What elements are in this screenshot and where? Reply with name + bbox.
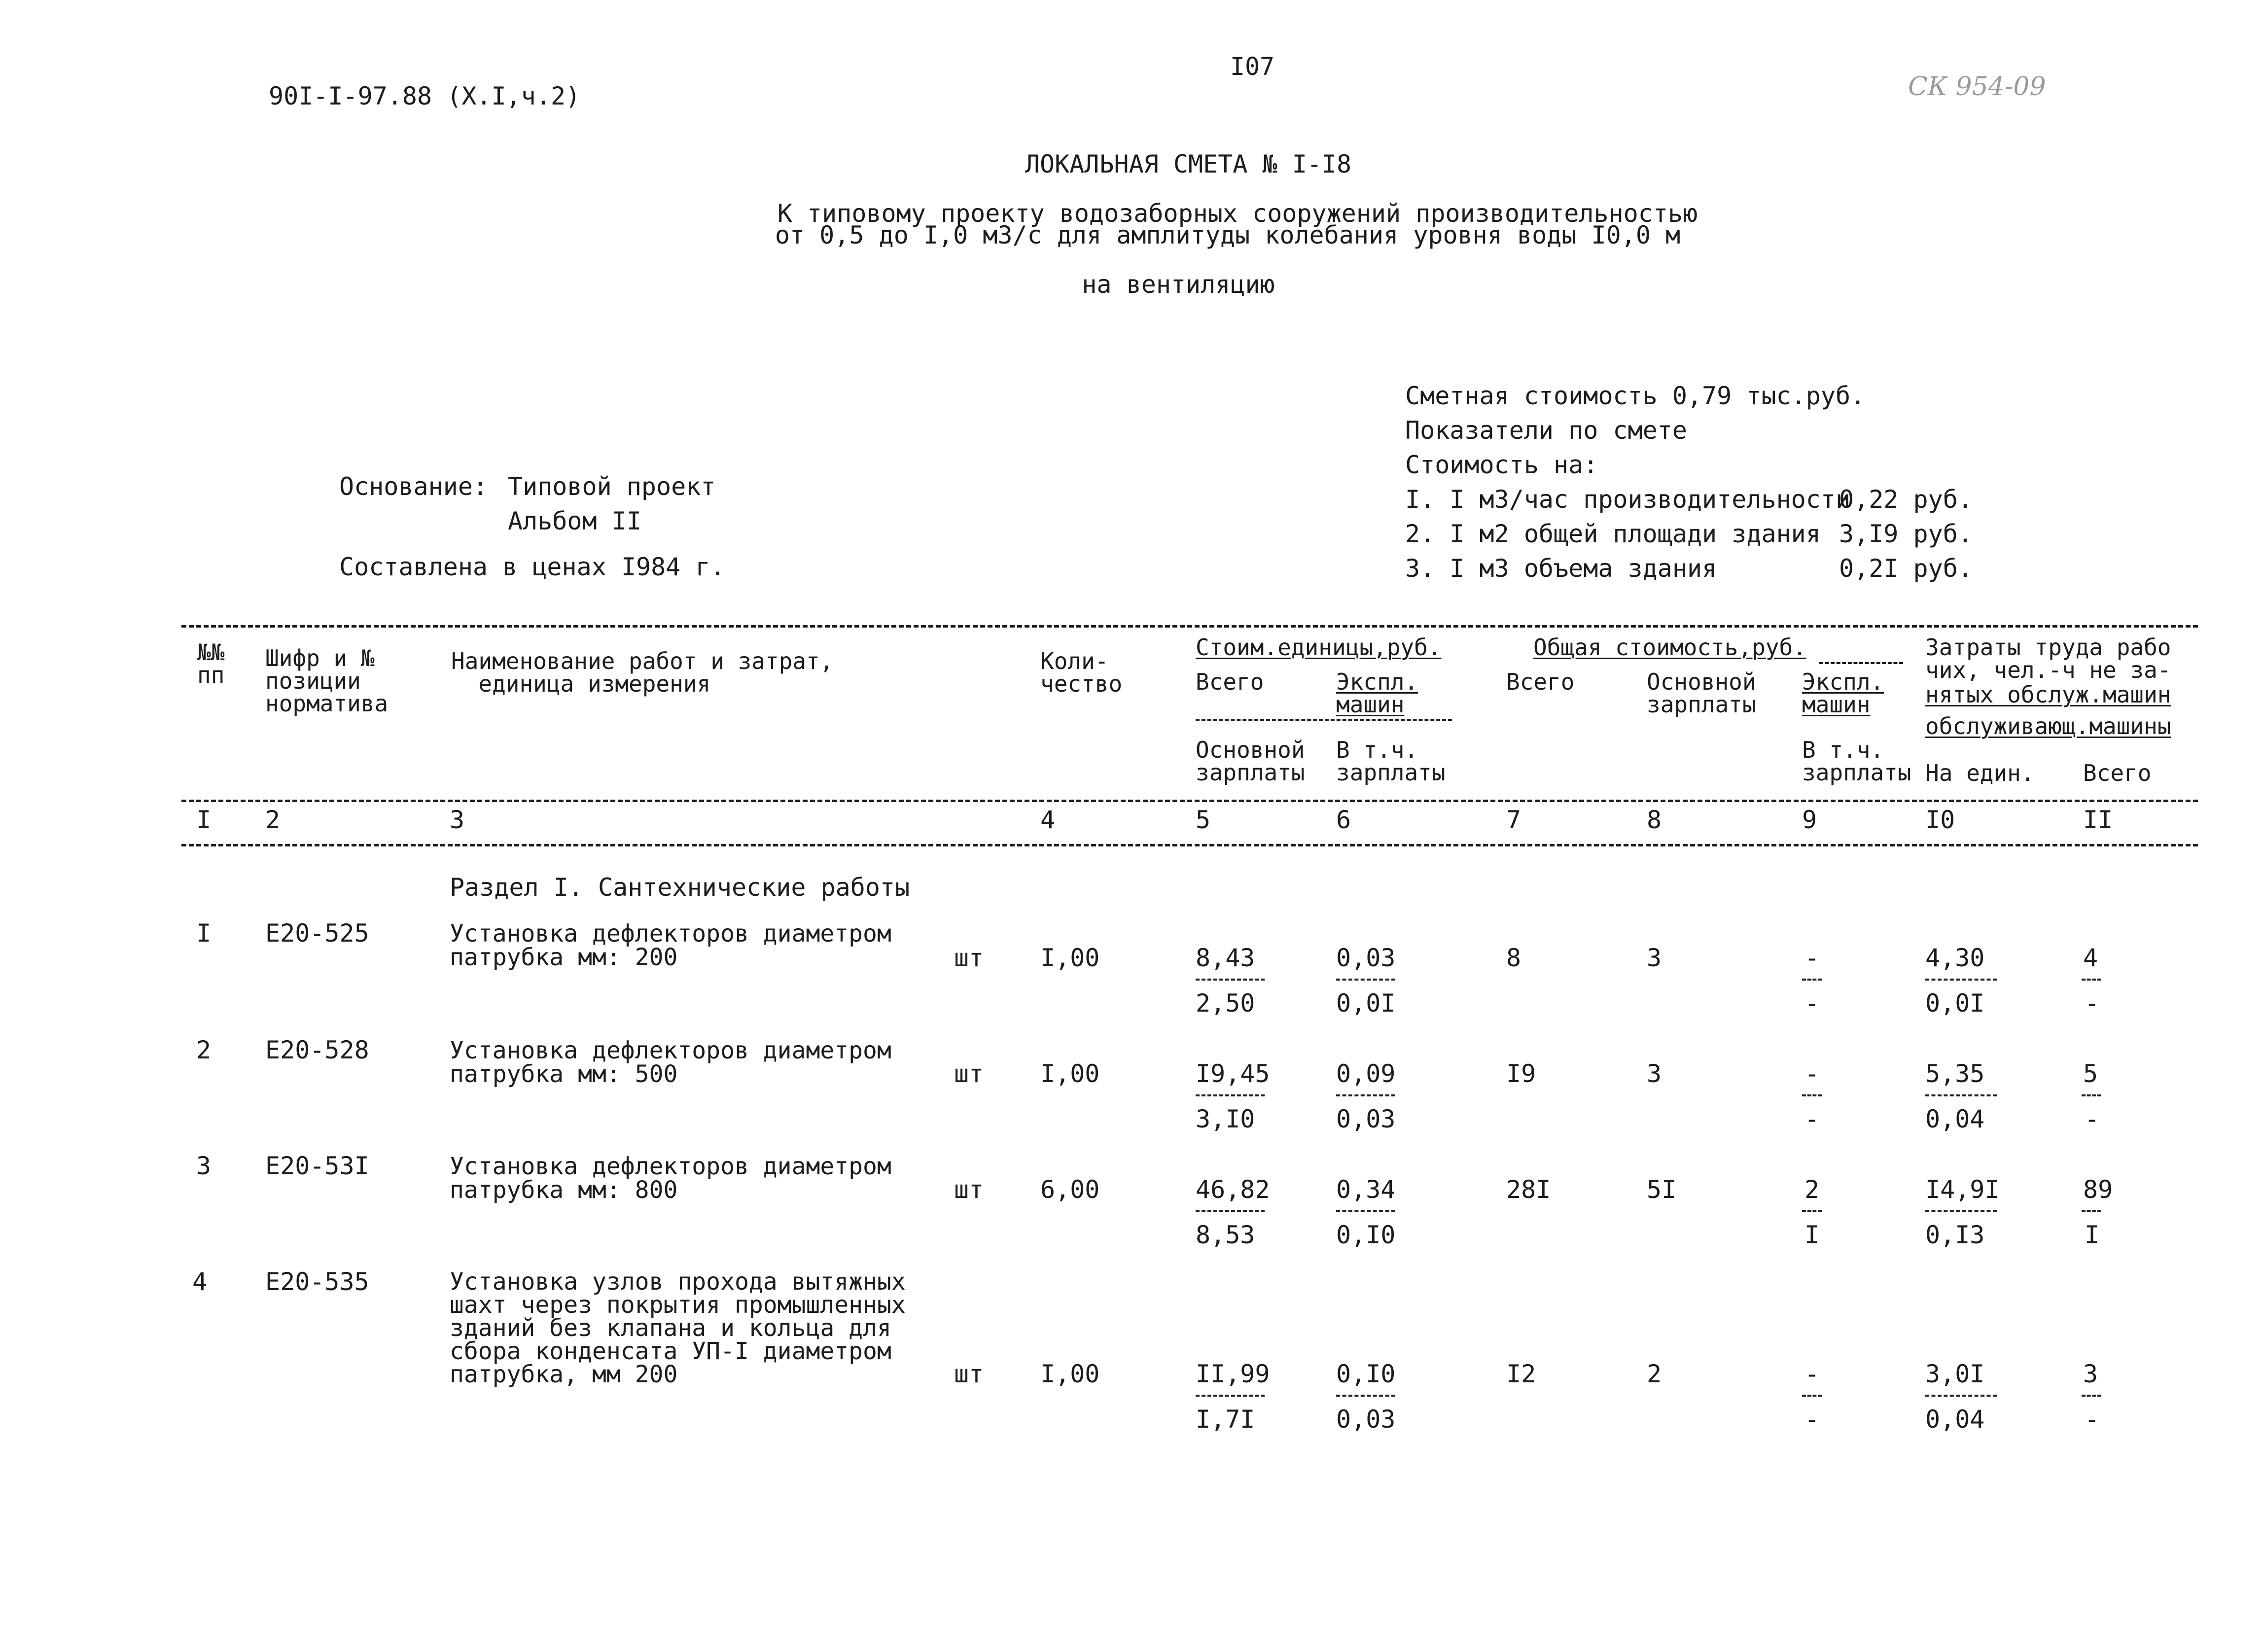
row-total-machine: - — [1804, 944, 1820, 972]
col-number-10: I0 — [1925, 806, 1955, 834]
row-name: Установка дефлекторов диаметром патрубка мм: 200 — [450, 920, 891, 971]
row-code: Е20-525 — [265, 919, 369, 948]
handwritten-note: СК 954-09 — [1908, 72, 2046, 102]
row-unit-machine-wage: 0,0I — [1336, 989, 1396, 1018]
row-labor-total-2: - — [2085, 1405, 2100, 1434]
prices-year: Составлена в ценах I984 г. — [339, 553, 725, 581]
col-number-6: 6 — [1336, 806, 1351, 834]
row-total-all: I9 — [1506, 1059, 1536, 1088]
row-total-all: 8 — [1506, 944, 1521, 972]
table-top-rule — [181, 625, 2198, 628]
row-unit-machine-wage: 0,03 — [1336, 1405, 1396, 1434]
row-code: Е20-535 — [265, 1267, 369, 1296]
col-header-labor-per-unit: На един. — [1925, 760, 2035, 786]
row-labor-total-2: - — [2085, 1105, 2100, 1133]
col-number-7: 7 — [1506, 806, 1521, 834]
row-total-machine-wage: - — [1804, 1105, 1820, 1133]
col-number-2: 2 — [265, 806, 281, 834]
indicator-1-value: 0,22 руб. — [1839, 485, 1973, 514]
cost-for-label: Стоимость на: — [1405, 451, 1598, 479]
unit-cost-divider — [1196, 719, 1452, 721]
row-total-wage: 5I — [1647, 1175, 1677, 1204]
row-unit-wage: 2,50 — [1196, 989, 1255, 1018]
row-labor-total: 4 — [2083, 944, 2098, 972]
col-number-11: II — [2083, 806, 2113, 834]
row-labor-unit-2: 0,I3 — [1925, 1221, 1985, 1249]
row-total-wage: 3 — [1647, 1059, 1662, 1088]
indicator-3-value: 0,2I руб. — [1839, 554, 1973, 583]
col-number-8: 8 — [1647, 806, 1662, 834]
col-number-3: 3 — [450, 806, 465, 834]
col-number-9: 9 — [1802, 806, 1817, 834]
row-unit-machine: 0,34 — [1336, 1175, 1396, 1204]
row-unit-total: I9,45 — [1196, 1059, 1270, 1088]
col-number-4: 4 — [1040, 806, 1056, 834]
row-total-machine-wage: - — [1804, 1405, 1820, 1434]
row-labor-unit: 3,0I — [1925, 1360, 1985, 1388]
fraction-line — [1802, 1094, 1822, 1096]
fraction-line — [1925, 1094, 1997, 1096]
basis-label: Основание: — [339, 472, 488, 501]
row-unit-machine: 0,I0 — [1336, 1360, 1396, 1388]
group-header-labor: Затраты труда рабо чих, чел.-ч не за- — [1925, 634, 2171, 683]
fraction-line — [1925, 1395, 1997, 1397]
fraction-line — [1802, 1210, 1822, 1212]
col-header-total-all: Всего — [1506, 668, 1575, 695]
estimated-cost: Сметная стоимость 0,79 тыс.руб. — [1405, 382, 1866, 410]
indicator-2-label: 2. I м2 общей площади здания — [1405, 520, 1821, 548]
row-unit-machine: 0,09 — [1336, 1059, 1396, 1088]
row-total-wage: 2 — [1647, 1360, 1662, 1388]
row-unit: шт — [954, 1175, 984, 1204]
basis-value-1: Типовой проект — [508, 472, 716, 501]
row-labor-total: 3 — [2083, 1360, 2098, 1388]
col-number-1: I — [196, 806, 212, 834]
col-header-labor-total: Всего — [2083, 760, 2152, 786]
row-unit-machine-wage: 0,I0 — [1336, 1221, 1396, 1249]
group-header-labor-2: нятых обслуж.машин — [1925, 681, 2171, 708]
col-header-unit-basic-wage: Основной зарплаты — [1196, 737, 1305, 786]
row-unit: шт — [954, 1059, 984, 1088]
title-line-2: от 0,5 до I,0 м3/с для амплитуды колебания уровня воды I0,0 м — [775, 221, 1681, 249]
col-header-unit-total: Всего — [1196, 668, 1264, 695]
document-title: ЛОКАЛЬНАЯ СМЕТА № I-I8 — [1025, 150, 1352, 178]
fraction-line — [1802, 979, 1822, 981]
title-line-3: на вентиляцию — [1082, 270, 1275, 299]
row-unit-total: 8,43 — [1196, 944, 1255, 972]
row-number: 4 — [192, 1267, 208, 1296]
row-unit-total: II,99 — [1196, 1360, 1270, 1388]
row-total-all: 28I — [1506, 1175, 1551, 1204]
fraction-line — [1196, 979, 1265, 981]
col-header-total-basic-wage: Основной зарплаты — [1647, 668, 1756, 718]
fraction-line — [1925, 1210, 1997, 1212]
indicator-1-label: I. I м3/час производительности — [1405, 485, 1851, 514]
row-labor-unit-2: 0,04 — [1925, 1405, 1985, 1434]
row-code: Е20-53I — [265, 1152, 369, 1180]
fraction-line — [1336, 1395, 1395, 1397]
row-unit-total: 46,82 — [1196, 1175, 1270, 1204]
row-quantity: I,00 — [1040, 944, 1100, 972]
row-code: Е20-528 — [265, 1036, 369, 1064]
row-unit: шт — [954, 944, 984, 972]
page-number: I07 — [1230, 52, 1275, 81]
row-name: Установка дефлекторов диаметром патрубка мм: 500 — [450, 1037, 891, 1088]
row-labor-unit-2: 0,04 — [1925, 1105, 1985, 1133]
row-unit-wage: 8,53 — [1196, 1221, 1255, 1249]
row-quantity: I,00 — [1040, 1360, 1100, 1388]
header-bottom-rule — [181, 800, 2198, 802]
row-quantity: 6,00 — [1040, 1175, 1100, 1204]
col-header-quantity: Коли- чество — [1040, 648, 1123, 697]
col-header-name: Наименование работ и затрат, единица измерения — [451, 648, 834, 697]
group-header-labor-3: обслуживающ.машины — [1925, 713, 2171, 739]
row-total-machine: - — [1804, 1360, 1820, 1388]
row-labor-unit-2: 0,0I — [1925, 989, 1985, 1018]
row-number: 2 — [196, 1036, 212, 1064]
row-total-machine: - — [1804, 1059, 1820, 1088]
fraction-line — [1802, 1395, 1822, 1397]
fraction-line — [1336, 1094, 1395, 1096]
row-labor-unit: 5,35 — [1925, 1059, 1985, 1088]
fraction-line — [1336, 1210, 1395, 1212]
fraction-line — [2082, 1210, 2101, 1212]
indicator-2-value: 3,I9 руб. — [1839, 520, 1973, 548]
row-unit: шт — [954, 1360, 984, 1388]
title-line-1: К типовому проекту водозаборных сооружений производительностью — [777, 199, 1698, 228]
row-total-machine-wage: I — [1804, 1221, 1820, 1249]
col-number-5: 5 — [1196, 806, 1211, 834]
basis-value-2: Альбом II — [508, 507, 641, 535]
row-unit-wage: I,7I — [1196, 1405, 1255, 1434]
row-number: 3 — [196, 1152, 212, 1180]
row-total-machine-wage: - — [1804, 989, 1820, 1018]
section-title: Раздел I. Сантехнические работы — [450, 873, 910, 902]
row-labor-total: 89 — [2083, 1175, 2113, 1204]
row-unit-machine-wage: 0,03 — [1336, 1105, 1396, 1133]
fraction-line — [1196, 1395, 1265, 1397]
row-unit-wage: 3,I0 — [1196, 1105, 1255, 1133]
col-header-unit-machine: Экспл. машин — [1336, 668, 1418, 718]
fraction-line — [1925, 979, 1997, 981]
total-cost-underline-ext — [1819, 662, 1903, 664]
group-header-unit-cost: Стоим.единицы,руб. — [1196, 634, 1442, 661]
col-header-code: Шифр и № позиции норматива — [265, 645, 389, 717]
col-header-unit-incl-wage: В т.ч. зарплаты — [1336, 737, 1446, 786]
fraction-line — [2082, 1094, 2101, 1096]
row-labor-total-2: I — [2085, 1221, 2100, 1249]
fraction-line — [1196, 1210, 1265, 1212]
row-name: Установка узлов прохода вытяжных шахт через покрытия промышленных зданий без клапана и кольца для сбора конденсата УП-I диаметром патрубка, мм 200 — [450, 1268, 906, 1389]
numbers-bottom-rule — [181, 844, 2198, 846]
group-header-total-cost: Общая стоимость,руб. — [1533, 634, 1806, 661]
doc-code: 90I-I-97.88 (X.I,ч.2) — [269, 82, 581, 110]
row-labor-total-2: - — [2085, 989, 2100, 1018]
row-labor-total: 5 — [2083, 1059, 2098, 1088]
row-labor-unit: 4,30 — [1925, 944, 1985, 972]
fraction-line — [1196, 1094, 1265, 1096]
row-total-wage: 3 — [1647, 944, 1662, 972]
fraction-line — [2082, 1395, 2101, 1397]
row-number: I — [196, 919, 212, 948]
col-header-total-incl-wage: В т.ч. зарплаты — [1802, 737, 1911, 786]
row-quantity: I,00 — [1040, 1059, 1100, 1088]
indicators-label: Показатели по смете — [1405, 416, 1687, 445]
indicator-3-label: 3. I м3 объема здания — [1405, 554, 1717, 583]
row-labor-unit: I4,9I — [1925, 1175, 2000, 1204]
row-unit-machine: 0,03 — [1336, 944, 1396, 972]
row-name: Установка дефлекторов диаметром патрубка мм: 800 — [450, 1153, 891, 1204]
row-total-machine: 2 — [1804, 1175, 1820, 1204]
row-total-all: I2 — [1506, 1360, 1536, 1388]
col-header-total-machine: Экспл. машин — [1802, 668, 1884, 718]
fraction-line — [1336, 979, 1395, 981]
col-header-number: №№ пп — [197, 639, 225, 688]
fraction-line — [2082, 979, 2101, 981]
